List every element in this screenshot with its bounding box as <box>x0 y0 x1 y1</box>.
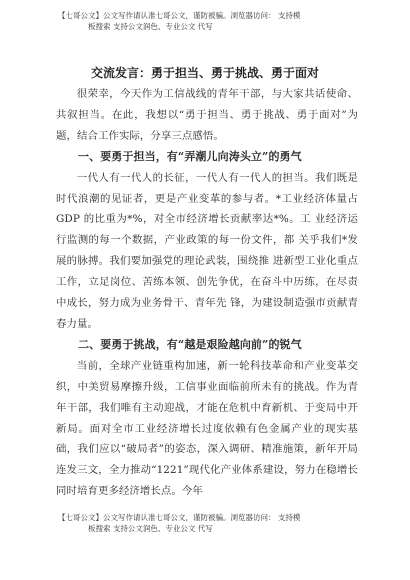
document-title: 交流发言：勇于担当、勇于挑战、勇于面对 <box>90 66 319 80</box>
header-line-1: 【七哥公文】公文写作请认准七哥公文，谨防被骗。浏览器访问： 支持模 <box>58 11 301 20</box>
section-heading-1: 一、要勇于担当，有“弄潮儿向涛头立”的勇气 <box>78 149 302 163</box>
intro-paragraph: 很荣幸，今天作为工信战线的青年干部，与大家共话使命、共叙担当。在此，我想以“勇于担当、勇于挑战、勇于面对”为题，结合工作实际，分享三点感悟。 <box>56 88 358 142</box>
section-heading-2: 二、要勇于挑战，有“越是艰险越向前”的锐气 <box>78 337 302 351</box>
page-footer <box>58 512 358 534</box>
document-body <box>56 84 358 502</box>
section-2-paragraph: 当前，全球产业链重构加速，新一轮科技革命和产业变革交织，中美贸易摩擦升级，工信事业面临前所未有的挑战。作为青年干部，我们唯有主动迎战，才能在危机中育新机、于变局中开新局。面对全市工业经济增长过度依赖有色金属产业的现实基础，我们应以“破局者”的姿态，深入调研、精准施策，新年开局连发三文，全力推动“1221”现代化产业体系建设，努力在稳增长同时培育更多经济增长点。今年 <box>56 359 358 498</box>
footer-line-2: 板搜索 支持公文润色、专业公文 代写 <box>88 524 213 533</box>
footer-line-1: 【七哥公文】公文写作请认准七哥公文，谨防被骗。浏览器访问： 支持模 <box>58 513 301 522</box>
header-line-2: 板搜索 支持公文润色、专业公文 代写 <box>88 22 213 31</box>
page-header <box>58 10 358 32</box>
section-1-paragraph: 一代人有一代人的长征，一代人有一代人的担当。我们既是时代浪潮的见证者，更是产业变革的参与者。*工业经济体量占 GDP 的比重为*%，对全市经济增长贡献率达*%。工 业经济运行监测的每一个数据，产业政策的每一份文件，都 关乎我们*发展的脉搏。我们要加强党的理论武装，围绕推 进新型工业化重点工作，立足岗位、苦练本领、创先争优，在奋斗中历练，在尽责中成长，努力成为业务骨干、青年先 锋，为建设制造强市贡献青春力量。 <box>56 171 358 330</box>
